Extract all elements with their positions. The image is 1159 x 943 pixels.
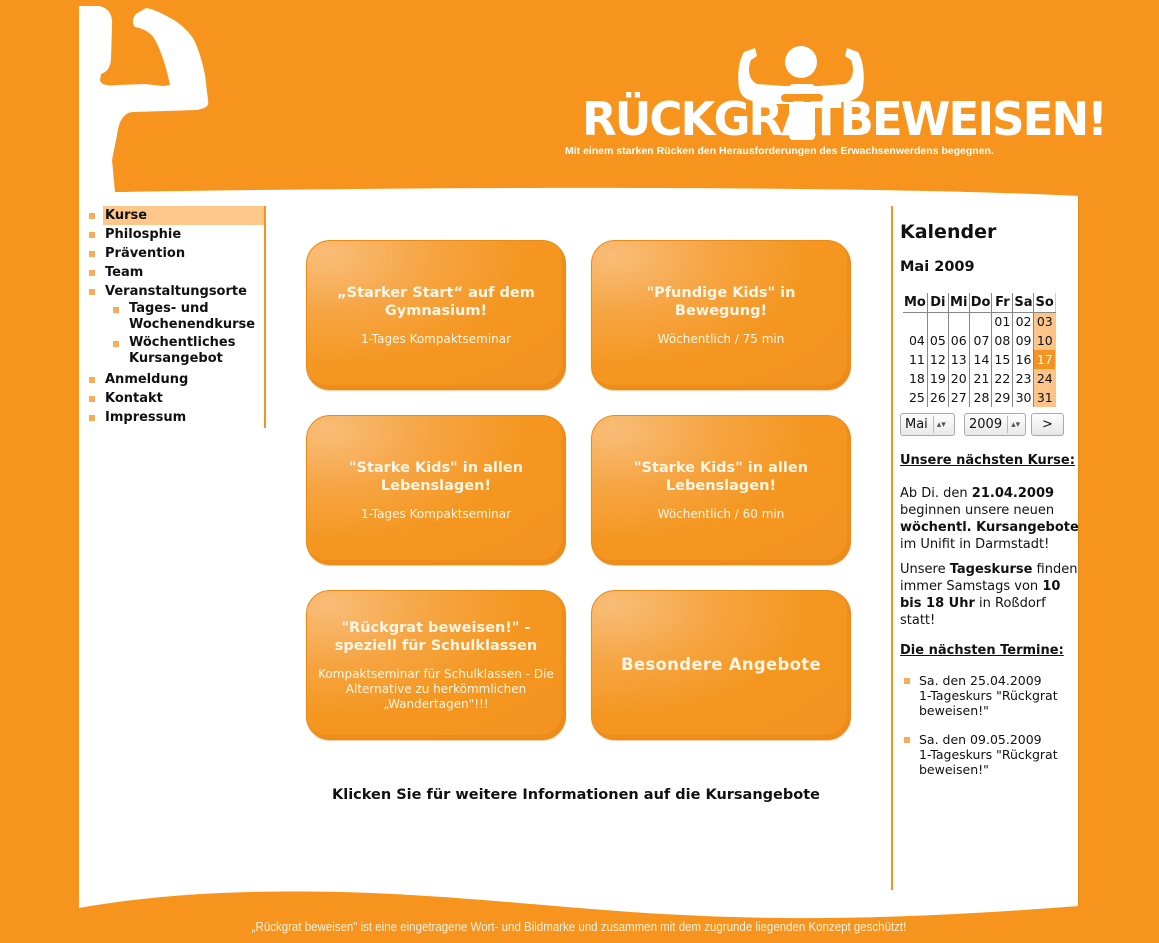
nav-link-tages-und-wochenendkurse[interactable]: Tages- und Wochenendkurse [129, 301, 256, 332]
text: im Unifit in Darmstadt! [900, 537, 1050, 552]
course-card-besondere-angebote[interactable] [591, 590, 851, 740]
card-title: "Starke Kids" in allen Lebenslagen! [633, 459, 809, 494]
calendar-day[interactable]: 11 [903, 350, 927, 369]
card-title: "Starke Kids" in allen Lebenslagen! [348, 459, 524, 494]
nav-link-philosophie[interactable]: Philosphie [105, 227, 182, 242]
cards-hint-text: Klicken Sie für weitere Informationen auf die Kursangebote [332, 787, 820, 803]
course-card-pfundige-kids[interactable] [591, 240, 851, 390]
card-title: "Pfundige Kids" in Bewegung! [646, 284, 796, 319]
calendar-day[interactable]: 09 [1013, 331, 1034, 350]
calendar-day-sunday[interactable]: 24 [1034, 369, 1055, 388]
date-description: 1-Tageskurs "Rückgrat beweisen!" [919, 747, 1058, 777]
nav-link-impressum[interactable]: Impressum [105, 410, 187, 425]
bullet-icon [904, 737, 910, 743]
card-subtitle: 1-Tages Kompaktseminar [360, 506, 512, 521]
calendar-day[interactable]: 07 [969, 331, 992, 350]
year-select[interactable] [964, 413, 1026, 436]
page-container [79, 0, 1106, 943]
bullet-icon [89, 415, 95, 421]
bullet-icon [89, 289, 95, 295]
calendar-day[interactable]: 22 [992, 369, 1013, 388]
nav-subitem-tageskurse [129, 301, 264, 333]
bullet-icon [89, 251, 95, 257]
date-list-item [900, 673, 1079, 718]
year-select-value: 2009 [969, 417, 1003, 432]
nav-item-anmeldung [79, 370, 264, 389]
nav-link-veranstaltungsorte[interactable]: Veranstaltungsorte [105, 284, 247, 299]
bullet-icon [113, 307, 119, 313]
course-card-schulklassen[interactable] [306, 590, 566, 740]
month-select[interactable] [900, 413, 955, 436]
weekday-header: So [1034, 293, 1055, 312]
calendar-day [927, 312, 948, 331]
site-header [79, 0, 1106, 200]
bullet-icon [89, 396, 95, 402]
weekday-header: Sa [1013, 293, 1034, 312]
site-logo[interactable] [579, 40, 1106, 160]
weekday-header: Di [927, 293, 948, 312]
nav-item-praevention [79, 244, 264, 263]
course-type: Tageskurse [949, 562, 1033, 577]
select-arrows-icon: ▴▾ [1007, 416, 1023, 433]
calendar-day[interactable]: 06 [948, 331, 969, 350]
course-card-starke-kids-woechentlich[interactable] [591, 415, 851, 565]
calendar-day[interactable]: 01 [992, 312, 1013, 331]
next-dates-heading[interactable]: Die nächsten Termine: [900, 643, 1064, 658]
next-dates-list [900, 673, 1079, 777]
nav-link-praevention[interactable]: Prävention [105, 246, 186, 261]
nav-item-team [79, 263, 264, 282]
nav-link-kontakt[interactable]: Kontakt [105, 391, 163, 406]
calendar-day-sunday[interactable]: 03 [1034, 312, 1055, 331]
nav-item-kontakt [79, 389, 264, 408]
calendar-day[interactable]: 28 [969, 388, 992, 407]
bullet-icon [89, 232, 95, 238]
calendar-day[interactable]: 14 [969, 350, 992, 369]
calendar-day[interactable]: 13 [948, 350, 969, 369]
header-tagline: Mit einem starken Rücken den Herausforderungen des Erwachsenwerdens begegnen. [565, 145, 994, 157]
nav-item-veranstaltungsorte [79, 282, 264, 367]
calendar-day[interactable]: 12 [927, 350, 948, 369]
calendar-day [903, 312, 927, 331]
select-arrows-icon: ▴▾ [933, 416, 949, 433]
calendar-day[interactable]: 02 [1013, 312, 1034, 331]
calendar-day[interactable]: 04 [903, 331, 927, 350]
calendar-day[interactable]: 27 [948, 388, 969, 407]
nav-link-woechentliches-kursangebot[interactable]: Wöchentliches Kursangebot [129, 335, 236, 366]
date-list-item [900, 732, 1079, 777]
bullet-icon [89, 270, 95, 276]
next-courses-paragraph-2 [900, 561, 1079, 629]
card-subtitle: Wöchentlich / 75 min [657, 331, 785, 346]
sidebar [891, 206, 1079, 890]
calendar-day[interactable]: 16 [1013, 350, 1034, 369]
calendar-month-title: Mai 2009 [900, 259, 975, 275]
calendar-day[interactable]: 25 [903, 388, 927, 407]
calendar-day[interactable]: 08 [992, 331, 1013, 350]
course-start-date: 21.04.2009 [971, 486, 1055, 501]
text: finden immer Samstags von [900, 562, 1078, 594]
next-month-button[interactable]: > [1031, 413, 1064, 436]
calendar-day[interactable]: 26 [927, 388, 948, 407]
nav-link-team[interactable]: Team [105, 265, 144, 280]
nav-link-anmeldung[interactable]: Anmeldung [105, 372, 189, 387]
text: beginnen unsere neuen [900, 503, 1055, 518]
text: Ab Di. den [900, 486, 972, 501]
card-subtitle: 1-Tages Kompaktseminar [360, 331, 512, 346]
bullet-icon [89, 377, 95, 383]
nav-item-kurse [79, 206, 264, 225]
calendar-controls [900, 413, 1079, 436]
calendar-day[interactable]: 05 [927, 331, 948, 350]
calendar-day[interactable]: 20 [948, 369, 969, 388]
main-navigation [79, 206, 266, 428]
nav-subitem-woechentlich [129, 335, 264, 367]
calendar-day [948, 312, 969, 331]
nav-link-kurse[interactable]: Kurse [103, 206, 264, 225]
next-courses-paragraph-1 [900, 485, 1079, 553]
bullet-icon [89, 213, 95, 219]
calendar-day[interactable]: 18 [903, 369, 927, 388]
calendar-day[interactable]: 30 [1013, 388, 1034, 407]
date-label: Sa. den 09.05.2009 [919, 732, 1042, 747]
calendar-day[interactable]: 15 [992, 350, 1013, 369]
text: in Roßdorf statt! [900, 596, 1046, 628]
card-subtitle: Wöchentlich / 60 min [657, 506, 785, 521]
date-description: 1-Tageskurs "Rückgrat beweisen!" [919, 688, 1058, 718]
calendar-heading: Kalender [900, 221, 997, 243]
course-type: wöchentl. Kursangebote [900, 520, 1079, 535]
calendar-day [969, 312, 992, 331]
site-footer [79, 882, 1079, 943]
date-label: Sa. den 25.04.2009 [919, 673, 1042, 688]
footer-trademark-text: „Rückgrat beweisen" ist eine eingetragene Wort- und Bildmarke und zusammen mit dem zugrunde liegenden Konzept geschützt! [251, 920, 907, 934]
course-hours: 10 bis 18 Uhr [900, 579, 1061, 611]
weekday-header: Do [969, 293, 992, 312]
calendar-day[interactable]: 21 [969, 369, 992, 388]
nav-submenu [103, 301, 264, 367]
month-select-value: Mai [905, 417, 928, 432]
card-title: „Starker Start“ auf dem Gymnasium! [337, 284, 535, 319]
bullet-icon [904, 678, 910, 684]
nav-item-philosophie [79, 225, 264, 244]
calendar-day[interactable]: 29 [992, 388, 1013, 407]
calendar-day-sunday[interactable]: 31 [1034, 388, 1055, 407]
weekday-header: Fr [992, 293, 1013, 312]
next-courses-heading[interactable]: Unsere nächsten Kurse: [900, 453, 1075, 468]
calendar-day-today[interactable]: 17 [1034, 350, 1055, 369]
nav-item-impressum [79, 408, 264, 427]
calendar-day-sunday[interactable]: 10 [1034, 331, 1055, 350]
calendar-table [903, 293, 1056, 407]
course-card-starke-kids-kompakt[interactable] [306, 415, 566, 565]
card-title: "Rückgrat beweisen!" - speziell für Schulklassen [334, 619, 538, 654]
card-title: Besondere Angebote [621, 655, 821, 674]
card-subtitle: Kompaktseminar für Schulklassen - Die Alternative zu herkömmlichen „Wandertagen"!!! [318, 666, 554, 711]
calendar-day[interactable]: 19 [927, 369, 948, 388]
text: Unsere [900, 562, 950, 577]
weekday-header: Mi [948, 293, 969, 312]
course-card-starker-start[interactable] [306, 240, 566, 390]
logo-text: RÜCKGRATBEWEISEN! [582, 92, 1106, 146]
weekday-header: Mo [903, 293, 927, 312]
calendar-day[interactable]: 23 [1013, 369, 1034, 388]
bullet-icon [113, 341, 119, 347]
